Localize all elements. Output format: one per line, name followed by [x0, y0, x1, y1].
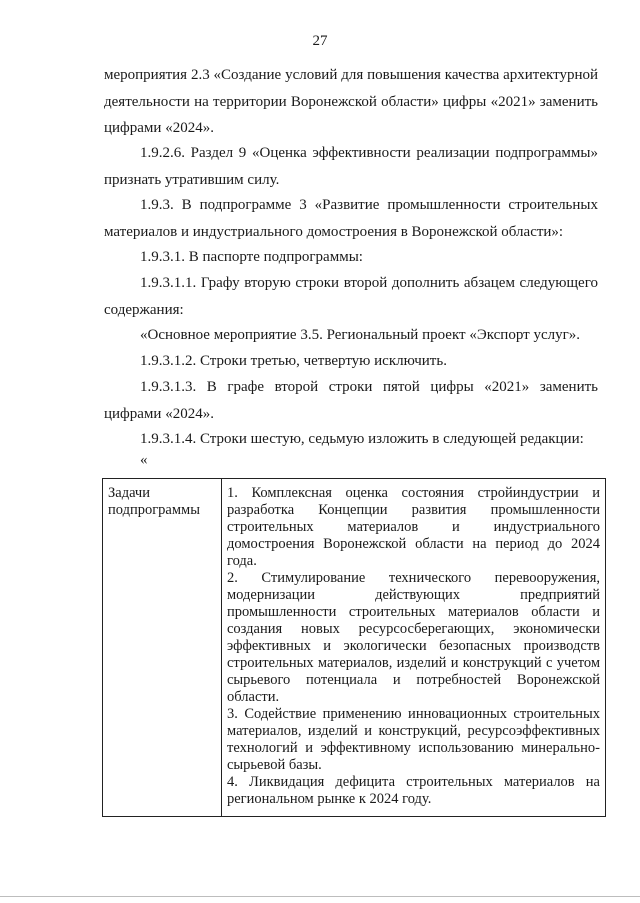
paragraph-1-9-3-1-2: 1.9.3.1.2. Строки третью, четвертую исключить.: [140, 353, 447, 369]
paragraph-1-9-3-1: 1.9.3.1. В паспорте подпрограммы:: [140, 249, 363, 265]
paragraph-1-9-3-1-4: 1.9.3.1.4. Строки шестую, седьмую изложить в следующей редакции:: [140, 431, 584, 447]
opening-quote-mark: «: [140, 452, 148, 468]
page-number: 27: [312, 33, 328, 49]
scan-edge-line: [0, 896, 640, 897]
paragraph-1-9-2-6: 1.9.2.6. Раздел 9 «Оценка эффективности реализации подпрограммы» признать утратившим силу.: [104, 145, 598, 188]
task-item-2: 2. Стимулирование технического перевооружения, модернизации действующих предприятий промышленности строительных материалов области и создания новых ресурсосберегающих, экономически эффективных и экологически безопасных производств строительных материалов, изделий и конструкций с учетом сырьевого потенциала и потребностей Воронежской области.: [227, 570, 600, 705]
paragraph-1-9-3: 1.9.3. В подпрограмме 3 «Развитие промышленности строительных материалов и индустриального домостроения в Воронежской области»:: [104, 197, 598, 240]
table-label-cell: Задачи подпрограммы: [103, 479, 222, 817]
subprogram-tasks-table: [102, 478, 606, 817]
table-content-cell: [222, 479, 606, 817]
paragraph-continuation: мероприятия 2.3 «Создание условий для повышения качества архитектурной деятельности на территории Воронежской области» цифры «2021» заменить цифрами «2024».: [104, 67, 598, 136]
paragraph-quote-main-event: «Основное мероприятие 3.5. Региональный проект «Экспорт услуг».: [140, 327, 580, 343]
task-item-4: 4. Ликвидация дефицита строительных материалов на региональном рынке к 2024 году.: [227, 774, 600, 807]
table-row: [103, 479, 606, 817]
task-item-1: 1. Комплексная оценка состояния стройиндустрии и разработка Концепции развития промышленности строительных материалов и индустриального домостроения Воронежской области на период до 2024 года.: [227, 485, 600, 569]
paragraph-1-9-3-1-3: 1.9.3.1.3. В графе второй строки пятой цифры «2021» заменить цифрами «2024».: [104, 379, 598, 422]
task-item-3: 3. Содействие применению инновационных строительных материалов, изделий и конструкций, ресурсоэффективных технологий и эффективному использованию минерально-сырьевой базы.: [227, 706, 600, 773]
paragraph-1-9-3-1-1: 1.9.3.1.1. Графу вторую строки второй дополнить абзацем следующего содержания:: [104, 275, 598, 318]
